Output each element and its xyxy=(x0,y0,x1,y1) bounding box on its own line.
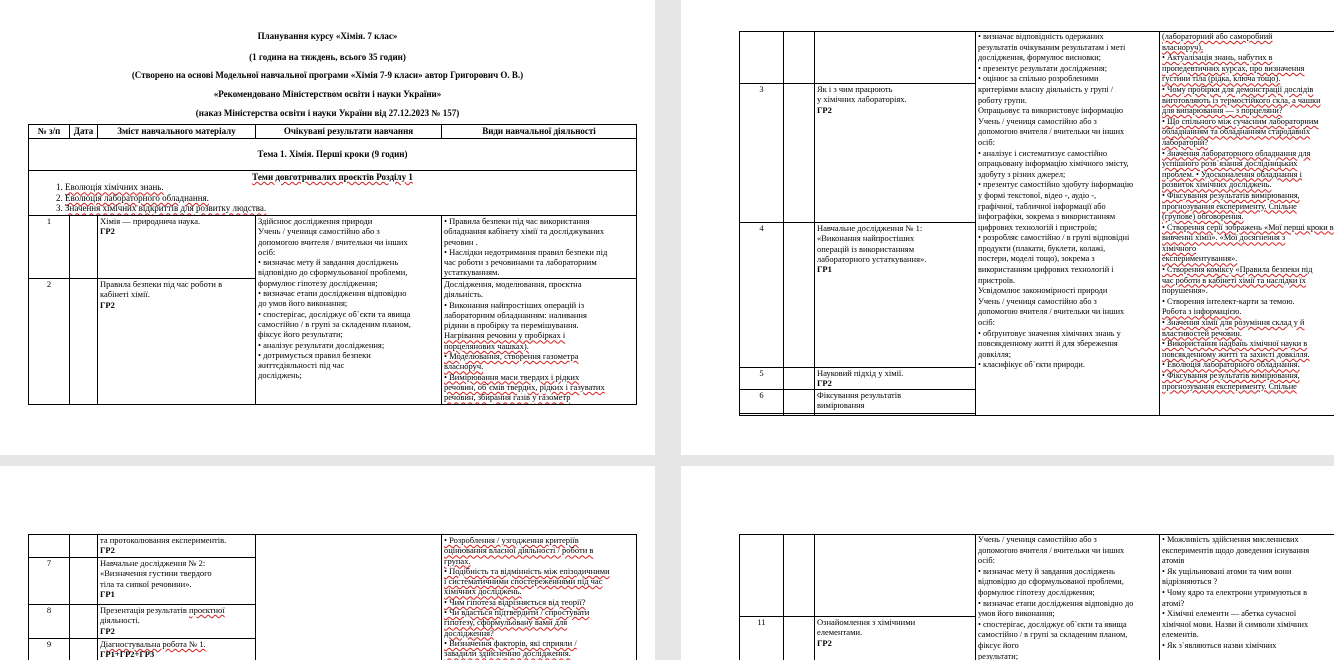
row-content: Ознайомлення з хімічними елементами. ГР2 xyxy=(815,617,976,660)
row-date xyxy=(784,32,815,84)
page-subtitle-based-on: (Створено на основі Модельної навчальної програми «Хімія 7-9 класи» автор Григорович О. В.) xyxy=(131,70,524,80)
page-subtitle-recommended: «Рекомендовано Міністерством освіти і науки України» xyxy=(213,89,442,99)
project-item: 2. Еволюція лабораторного обладнання. xyxy=(65,193,634,204)
activities-cell: • Правила безпеки під час використання обладнання кабінету хімії та досліджуваних речовин . • Наслідки недотримання правил безпеки під час роботи з речовинами та лабораторним устаткуванням. xyxy=(442,216,637,279)
page-subtitle-order: (наказ Міністерства освіти і науки України від 27.12.2023 № 157) xyxy=(195,108,460,118)
row-content xyxy=(815,535,976,617)
row-content: Діагностувальна робота № 1. ГР1+ГР2+ГР3 xyxy=(98,639,256,660)
projects-list xyxy=(31,182,634,214)
plan-table-continued xyxy=(739,534,1334,660)
row-date xyxy=(784,390,815,414)
row-content: Презентація результатів проєктної діяльності. ГР2 xyxy=(98,605,256,639)
activities-cell: • Розроблення / узгодження критеріїв оцінювання власної діяльності / роботи в групах. • Подібність та відмінність між епізодичними і систематичними спостереженнями під час хімічних досліджень. • Чим гіпотеза відрізняється від теорії? • Чи вдасться підтвердити / спростувати гіпотезу, сформульовану вами для дослідження? • Визначення факторів, які сприяли / завадили здійсненню дослідження. xyxy=(442,535,637,660)
document-page-1 xyxy=(0,0,655,455)
row-date xyxy=(70,535,98,558)
row-date xyxy=(784,368,815,390)
activities-cell: • Можливість здійснення мисленнєвих експериментів щодо доведення існування атомів • Як ущільнювані атоми та чим вони відрізняються ? • Чому ядро та електрони утримуються в атомі? • Хімічні елементи — абетка сучасної хімічної мови. Назви й символи хімічних елементів. • Як з`являються назви хімічних xyxy=(1160,535,1334,660)
header-activities: Види навчальної діяльності xyxy=(442,125,637,139)
row-content: Фіксування результатів вимірювання xyxy=(815,390,976,414)
header-date: Дата xyxy=(70,125,98,139)
row-date xyxy=(70,639,98,660)
row-content: Як і з чим працюють у хімічних лабораторіях. ГР2 xyxy=(815,84,976,223)
row-content: та протоколювання експериментів. ГР2 xyxy=(98,535,256,558)
row-number: 3 xyxy=(740,84,784,223)
row-content: Науковий підхід у хімії. ГР2 xyxy=(815,368,976,390)
activities-cell: Дослідження, моделювання, проєктна діяльність. • Виконання найпростіших операцій із лабораторним обладнанням: наливання рідини в пробірку та перемішування. Нагрівання речовин у пробірках і порцелянових чашках). • Моделювання, створення газометра власноруч. • Вимірювання маси твердих і рідких речовин, об`ємів твердих, рідких і газуватих речовин, збирання газів у газометр xyxy=(442,279,637,405)
projects-title: Теми довготривалих проєктів Розділу 1 xyxy=(252,172,413,182)
header-number: № з/п xyxy=(29,125,70,139)
row-date xyxy=(784,535,815,617)
row-date xyxy=(70,605,98,639)
row-number: 5 xyxy=(740,368,784,390)
row-number: 1 xyxy=(29,216,70,279)
activities-cell: (лабораторний або саморобний власноруч). • Актуалізація знань, набутих в пропедевтичних курсах, про визначення густини тіла (рідка, ключа тощо). • Чому пробірки для демонстрації дослідів виготовляють із термостійкого скла, а чашки для випарювання — з порцеляни? • Що спільного між сучасним лабораторним обладнанням та обладнанням стародавніх лабораторій? • Значення лабораторного обладнання для успішного розв`язання дослідницьких проблем. • Удосконалення обладнання і розвиток хімічних досліджень. • Фіксування результатів вимірювання, прогнозування експерименту. Спільне (групове) обговорення. • Створення серії зображень «Мої перші кроки в вивченні хімії». «Мої досягнення з хімічного експериментування». • Створення коміксу «Правила безпеки під час роботи в кабінеті хімії та наслідки їх порушення». • Створення інтелект-карти за темою. Робота з інформацією. • Значення хімії для розуміння склад у й властивостей речовин. • Використання надбань хімічної науки в повсякденному житті та захисті довкілля. • Еволюція лабораторного обладнання. • Фіксування результатів вимірювання, прогнозування експерименту. Спільне xyxy=(1160,32,1334,416)
row-date xyxy=(70,279,98,405)
row-number: 6 xyxy=(740,390,784,414)
row-number xyxy=(740,32,784,84)
row-number: 7 xyxy=(29,558,70,605)
row-number: 8 xyxy=(29,605,70,639)
row-number xyxy=(740,535,784,617)
expected-results-cell: Учень / учениця самостійно або з допомогою вчителя / вчительки чи інших осіб: • визначає мету й завдання досліджень відповідно до сформульованої проблеми, формулює гіпотезу дослідження; • визначає етапи дослідження відповідно до умов його виконання; • спостерігає, досліджує об`єкти та явища самостійно / в групі за складеним планом, фіксує його результати; xyxy=(976,535,1160,660)
plan-table-continued xyxy=(739,31,1334,416)
row-number: 11 xyxy=(740,617,784,660)
row-content xyxy=(815,32,976,84)
projects-cell xyxy=(29,171,637,216)
plan-table-continued xyxy=(28,534,637,660)
row-date xyxy=(70,558,98,605)
row-date xyxy=(784,223,815,368)
expected-results-cell xyxy=(256,535,442,660)
page-subtitle-hours: (1 година на тиждень, всього 35 годин) xyxy=(249,52,406,62)
expected-results-cell: Здійснює дослідження природи Учень / учениця самостійно або з допомогою вчителя / вчительки чи інших осіб: • визначає мету й завдання досліджень відповідно до сформульованої проблеми, формулює гіпотезу дослідження; • визначає етапи дослідження відповідно до умов його виконання; • спостерігає, досліджує об`єкти та явища самостійно / в групі за складеним планом, фіксує його результати; • аналізує результати дослідження; • дотримується правил безпеки життєдіяльності під час досліджень; xyxy=(256,216,442,405)
document-page-3 xyxy=(0,466,655,660)
row-date xyxy=(70,216,98,279)
header-expected-results: Очікувані результати навчання xyxy=(256,125,442,139)
header-content: Зміст навчального матеріалу xyxy=(98,125,256,139)
row-content: Хімія — природнича наука. ГР2 xyxy=(98,216,256,279)
row-number: 9 xyxy=(29,639,70,660)
row-number: 4 xyxy=(740,223,784,368)
row-date xyxy=(784,84,815,223)
row-content: Навчальне дослідження № 2: «Визначення густини твердого тіла та сипкої речовини». ГР1 xyxy=(98,558,256,605)
page-title: Планування курсу «Хімія. 7 клас» xyxy=(257,31,398,41)
document-page-4 xyxy=(681,466,1334,660)
plan-table xyxy=(28,124,637,405)
project-item: 3. Значення хімічних відкриттів для розвитку людства. xyxy=(65,203,634,214)
expected-results-cell: • визначає відповідність одержаних результатів очікуваним результатам і меті дослідження, формулює висновки; • презентує результати дослідження; • оцінює за спільно розробленими критеріями власну діяльність у групі / роботу групи. Опрацьовує та використовує інформацію Учень / учениця самостійно або з допомогою вчителя / вчительки чи інших осіб: • аналізує і систематизує самостійно опрацьовану інформацію хімічного змісту, здобуту з різних джерел; • презентує самостійно здобуту інформацію у формі текстової, відео -, аудіо -, графічної, табличної інформації або інфографіки, зокрема з використанням цифрових технологій і пристроїв; • розробляє самостійно / в групі відповідні продукти (плакати, буклети, колажі, постери, моделі тощо), зокрема з використанням цифрових технологій і пристроїв. Усвідомлює закономірності природи Учень / учениця самостійно або з допомогою вчителя / вчительки чи інших осіб: • обґрунтовує значення хімічних знань у повсякденному житті й для збереження довкілля; • класифікує об`єкти природи. xyxy=(976,32,1160,416)
topic-title: Тема 1. Хімія. Перші кроки (9 годин) xyxy=(29,139,637,171)
project-item: 1. Еволюція хімічних знань. xyxy=(65,182,634,193)
row-number: 2 xyxy=(29,279,70,405)
row-content: Навчальне дослідження № 1: «Виконання найпростіших операцій із використанням лабораторного устаткування». ГР1 xyxy=(815,223,976,368)
row-content: Правила безпеки під час роботи в кабінеті хімії. ГР2 xyxy=(98,279,256,405)
row-date xyxy=(784,617,815,660)
row-number xyxy=(29,535,70,558)
document-page-2 xyxy=(681,0,1334,455)
